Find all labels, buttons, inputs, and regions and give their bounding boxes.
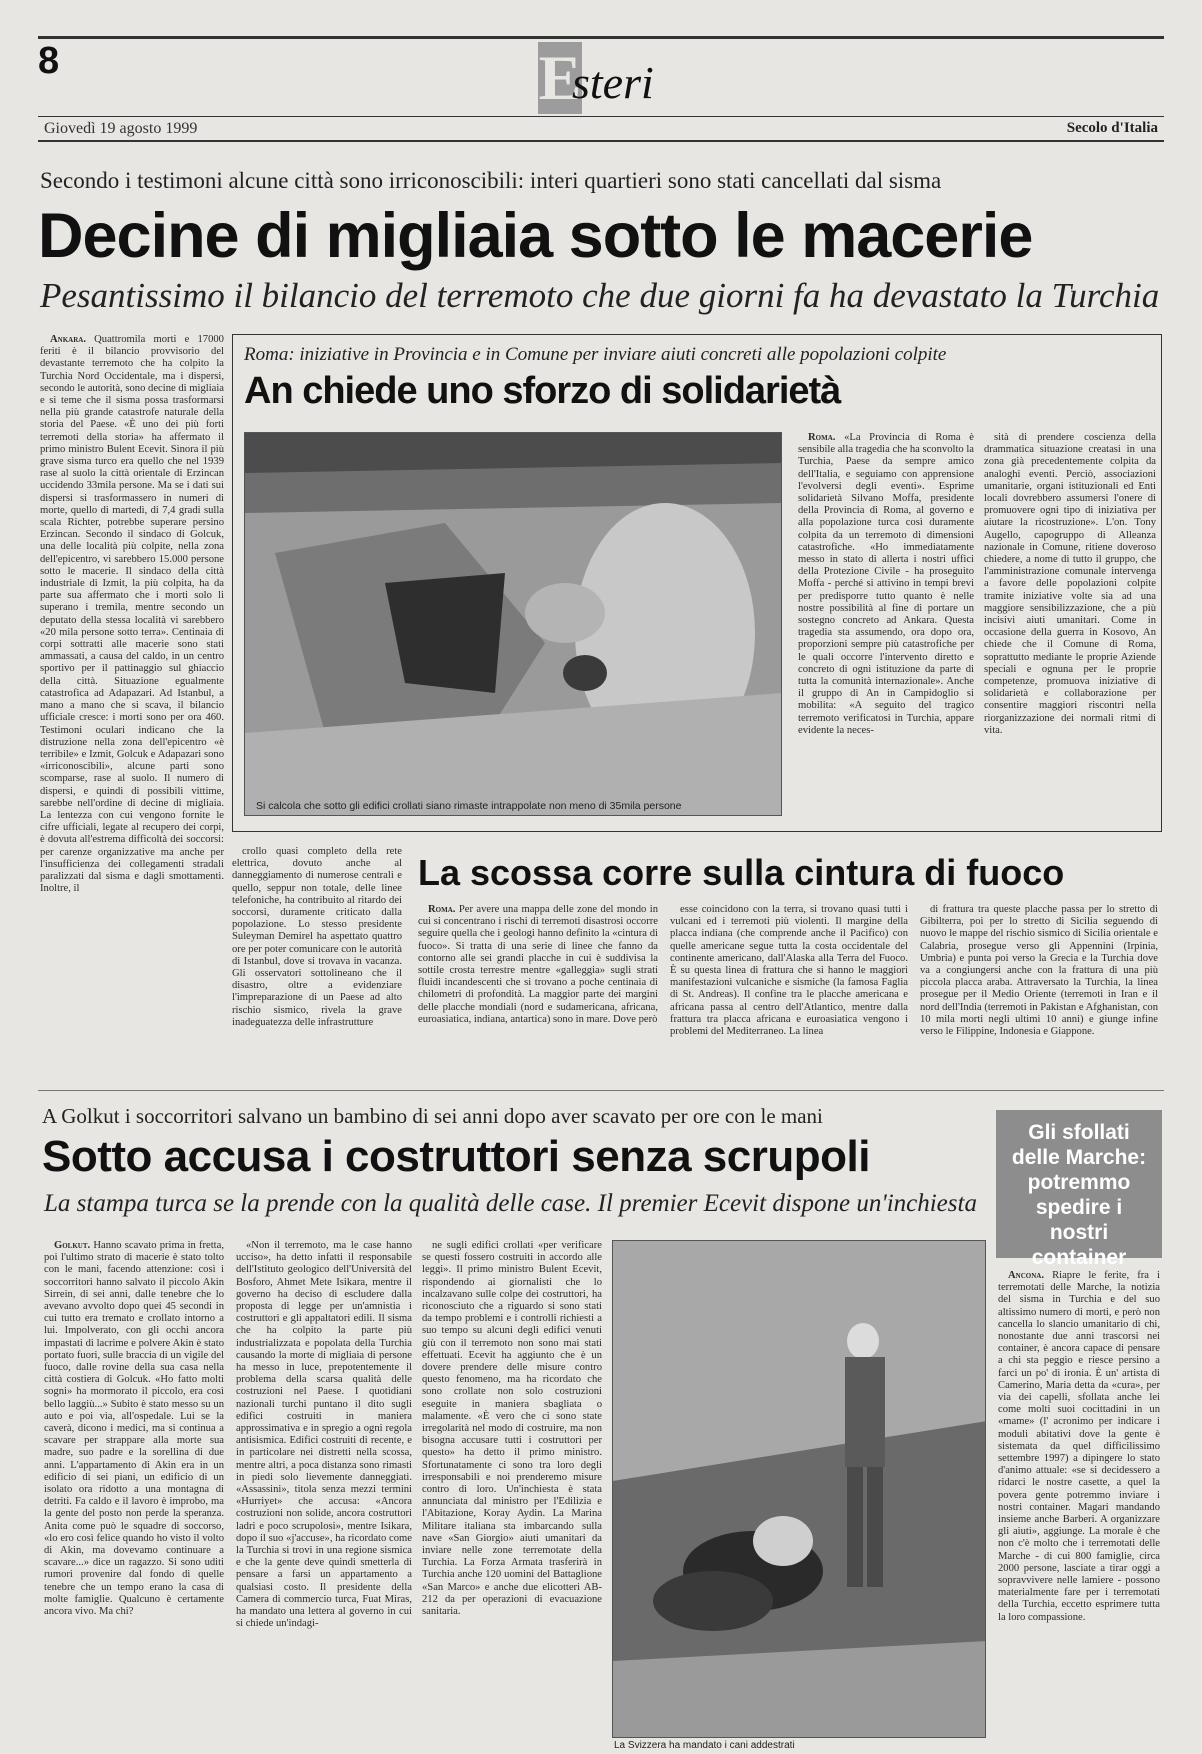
- fire-column-2: [670, 904, 908, 1072]
- rescue-dogs-photo: [612, 1240, 986, 1738]
- header-rule: [38, 116, 1164, 117]
- main-subhead: Pesantissimo il bilancio del terremoto che due giorni fa ha devastato la Turchia: [40, 276, 1160, 315]
- golkut-headline: Sotto accusa i costruttori senza scrupoli: [42, 1132, 870, 1181]
- fire-column-3: [920, 904, 1158, 1072]
- main-column-2-text: crollo quasi completo della rete elettrica, dovuto anche al danneggiamento di numerose centrali e quello, seppur non totale, delle linee telefoniche, ha contribuito al ritardo dei soccorsi, duramente criticato dalla popolazione. Lo stesso presidente Suleyman Demirel ha aspettato quattro ore per poter comunicare con le autorità di Istanbul, dove si trovava in vacanza. Gli osservatori sottolineano che il disastro, oltre a evidenziare l'impreparazione di un Paese ad alto rischio sismico, rivela la grave inadeguatezza delle infrastrutture: [232, 846, 402, 1028]
- paper-name: Secolo d'Italia: [1066, 120, 1158, 136]
- section-name: steri: [572, 57, 654, 108]
- box-dateline: Roma.: [808, 432, 836, 443]
- fire-column-1: [418, 904, 658, 1072]
- golkut-column-1-text: Hanno scavato prima in fretta, poi l'ultimo strato di macerie è stato tolto con le mani, facendo attenzione: così i soccorritori hanno salvato il piccolo Akin Sirrein, di sei anni, dalle tenebre che lo avevano avvolto dopo quei 45 secondi in cui tutto era tremato e crollato intorno a lui. Impolverato, con gli occhi ancora impastati di lacrime e polvere Akin è stato portato fuori, sulle braccia di un vigile del fuoco, dalle rovine della sua casa nella città costiera di Golcuk. «Ho fatto molti sogni» ha mormorato il piccolo, era così bello laggiù...» Subito è stato messo su un auto e poi via, all'ospedale. Lui se la caverà, dicono i medici, ma si continua a scavare per strappare alla morte sua madre, suo padre e la sorellina di due anni. L'appartamento di Akin era in un edificio di sei piani, un edificio di un isolato ora ridotto a una montagna di detriti. Fa caldo e il lavoro è improbo, ma la gente del posto non perde la speranza. Anita come può le squadre di soccorso, «lo ero così felice quando ho visto il volto di Akin, ma dovevamo continuare a scavare...» dice un ragazzo. Si sono uditi rumori provenire dal fondo di quelle tenebre che un tempo erano la casa di molte famiglie. Qualcuno è certamente ancora vivo. Ma chi?: [44, 1240, 224, 1618]
- box-kicker: Roma: iniziative in Provincia e in Comune per inviare aiuti concreti alle popolazioni colpite: [244, 344, 947, 365]
- fire-dateline: Roma.: [428, 904, 456, 915]
- box-column-2: [984, 432, 1156, 824]
- box-headline: An chiede uno sforzo di solidarietà: [244, 370, 841, 412]
- section-logo: [538, 42, 668, 114]
- section-initial: E: [538, 42, 582, 113]
- golkut-column-3: [422, 1240, 602, 1736]
- fire-column-2-text: esse coincidono con la terra, si trovano quasi tutti i vulcani ed i terremoti più violenti. Il margine della placca indiana (che comprende anche il Pacifico) con quelle americane segue tutta la costa occidentale del continente americano, dall'Alaska alla Terra del Fuoco. È su questa linea di frattura che si hanno le maggiori manifestazioni vulcaniche e sismiche (la famosa Faglia di St. Andreas). Il confine tra le placche americana e africana passa al centro dell'Atlantico, mentre dalla frattura tra placca africana e euroasiatica vengono i problemi del Mediterraneo. La linea: [670, 904, 908, 1038]
- box-column-2-text: sità di prendere coscienza della drammatica situazione creatasi in una zona già precedentemente colpita da analoghi eventi. Perciò, associazioni umanitarie, organi istituzionali ed Enti locali dovrebbero assumersi l'onere di promuovere ogni tipo di iniziativa per aiutare la ricostruzione». L'on. Tony Augello, capogruppo di Alleanza nazionale in Comune, ritiene doveroso chiedere, a nome di tutto il gruppo, che l'amministrazione comunale intervenga a favore delle popolazioni colpite tramite iniziative volte sia ad una maggiore sensibilizzazione, che a più incisivi aiuti umanitari. Come in occasione della guerra in Kosovo, An chiede che il Comune di Roma, soprattutto mediante le proprie Aziende speciali e ognuna per le proprie competenze, promuova iniziative di solidarietà e collaborazione per consentire maggiori riscontri nella riorganizzazione dei normali ritmi di vita.: [984, 432, 1156, 736]
- rubble-photo-caption: Si calcola che sotto gli edifici crollati siano rimaste intrappolate non meno di 35mila persone: [256, 800, 682, 812]
- box-column-1: [798, 432, 974, 824]
- sidebar-text: Riapre le ferite, fra i terremotati delle Marche, la notizia del sisma in Turchia e del suo altissimo numero di morti, e però non cancella lo slancio umanitario di chi, nonostante due anni trascorsi nei container, è ancora capace di pensare a chi sta peggio e riesce persino a farci un po' di ironia. È un' artista di Camerino, Maria detta da «cura», per via dei capelli, sfollata anche lei come molti suoi cocittadini in un «mame» (l' acronimo per indicare i moduli abitativi dove la gente è sistemata da quel difficilissimo settembre 1997) a dipingere lo stato d'animo attuale: «se si decidessero a ridarci le nostre casette, a quel la povera gente potremmo inviare i nostri container. Magari mandando insieme anche Barberi. A organizzare gli aiuti», aggiunge. La morale è che non c'è molto che i terremotati delle Marche - di cui 800 famiglie, circa 2000 persone, lasciate a tirar oggi a sopravvivere nelle lamiere - possono materialmente fare per i terremotati della Turchia, eccetto esprimere tutta la loro compassione.: [998, 1270, 1160, 1623]
- rubble-photo-image: [245, 433, 782, 816]
- rescue-dogs-photo-image: [613, 1241, 986, 1738]
- mid-rule: [38, 1090, 1164, 1091]
- main-column-1-text: Quattromila morti e 17000 feriti è il bilancio provvisorio del devastante terremoto che ha colpito la Turchia Nord Occidentale, ma i dispersi, secondo le autorità, sono decine di migliaia e si teme che il sisma possa trasformarsi nella più grande catastrofe naturale della storia del Paese. «È uno dei più forti terremoti della storia» ha affermato il primo ministro Bulent Ecevit. Sinora il più grave sisma turco era quello che nel 1939 rase al suolo la città orientale di Erzincan uccidendo 33mila persone. Ma se i dati sui dispersi si trasformassero in numeri di morte, quello di martedì, di 7,4 gradi sulla scala Richter, potrebbe superare persino Erzincan. Secondo il sindaco di Golcuk, una delle località più colpite, nella zona dell'epicentro, vi sarebbero 15.000 persone sotto le macerie. Il sindaco della città industriale di Izmit, la più colpita, ha da parte sua affermato che i morti solo li superano i tremila, mentre secondo un deputato della stessa località vi sarebbero «20 mila persone sotto terra». Centinaia di corpi sottratti alle macerie sono stati ammassati, a causa del caldo, in un centro sportivo per il pattinaggio sul ghiaccio della città. Situazione egualmente catastrofica ad Adapazari. Ad Istanbul, a mano a mano che si scava, il bilancio ufficiale cresce: i morti sono per ora 460. Testimoni oculari indicano che la distruzione nella zona dell'epicentro «è terribile» e Izmit, Golcuk e Adapazari sono «irriconoscibili», alcune parti sono scomparse, rase al suolo. Il numero di dispersi, e quindi di possibili vittime, sarebbe nell'ordine di decine di migliaia. La lentezza con cui vengono fornite le cifre ufficiali, legate al recupero dei corpi, è dovuta all'estrema difficoltà dei soccorsi: per carenze organizzative ma anche per l'insufficienza dei collegamenti stradali paralizzati dal sisma e dagli smottamenti. Inoltre, il: [40, 334, 224, 895]
- golkut-column-2: [236, 1240, 412, 1736]
- main-kicker: Secondo i testimoni alcune città sono irriconoscibili: interi quartieri sono stati cancellati dal sisma: [40, 168, 942, 193]
- sidebar-title: Gli sfollati delle Marche: potremmo spedire i nostri container: [996, 1110, 1162, 1258]
- box-column-1-text: «La Provincia di Roma è sensibile alla tragedia che ha sconvolto la Turchia, Paese da sempre amico dell'Italia, e seguiamo con apprensione l'evolversi degli eventi». Esprime solidarietà Silvano Moffa, presidente della Provincia di Roma, al governo e alla popolazione turca così duramente colpita da un terremoto di dimensioni catastrofiche. «Ho immediatamente messo in stato di allerta i nostri uffici della Protezione Civile - ha proseguito Moffa - perché si attivino in tempi brevi per predisporre tutto quanto è nelle nostre possibilità al fine di portare un sostegno concreto ad Ankara. Questa tragedia sta assumendo, ora dopo ora, proporzioni sempre più catastrofiche per le quali occorre l'intervento diretto e concreto di ogni istituzione da parte di tutta la comunità internazionale». Anche il gruppo di An in Campidoglio si mobilita: «A seguito del tragico terremoto verificatosi in Turchia, appare evidente la neces-: [798, 432, 974, 736]
- golkut-column-1: [44, 1240, 224, 1736]
- golkut-dateline: Golkut.: [54, 1240, 91, 1251]
- fire-column-3-text: di frattura tra queste placche passa per lo stretto di Gibilterra, poi per lo stretto di Sicilia seguendo di nuovo le mappe del rischio sismico di Sicilia orientale e Calabria, prosegue verso gli Appennini (Irpinia, Umbria) e punta poi verso la Grecia e la Turchia dove va a congiungersi anche con la frattura di una più piccola placca araba. Attraversato la Turchia, la linea prosegue per il Medio Oriente (terremoti in Iran e il nord dell'India (terremoti in Pakistan e Afghanistan, con 10 mila morti negli ultimi 10 anni) e giunge infine verso le Filippine, Indonesia e Giappone.: [920, 904, 1158, 1038]
- date-rule: [38, 140, 1164, 142]
- rubble-photo: [244, 432, 782, 816]
- fire-column-1-text: Per avere una mappa delle zone del mondo in cui si concentrano i rischi di terremoti disastrosi occorre seguire quella che i geologi hanno definito la «cintura di fuoco». Si tratta di una serie di linee che fanno da contorno alle sei grandi placche in cui è suddivisa la sottile crosta terrestre mentre «galleggia» sugli strati fluidi incandescenti che si trovano a poche centinaia di chilometri di profondità. La maggior parte dei margini delle placche mondiali (nord e sudamericana, africana, euroasiatica, indiana, antartica) sono in mare. Dove però: [418, 904, 658, 1025]
- top-rule: [38, 36, 1164, 39]
- golkut-subhead: La stampa turca se la prende con la qualità delle case. Il premier Ecevit dispone un'inchiesta: [44, 1190, 977, 1217]
- issue-date: Giovedì 19 agosto 1999: [44, 120, 198, 137]
- page-number: 8: [38, 40, 60, 82]
- golkut-column-2-text: «Non il terremoto, ma le case hanno ucciso», ha detto infatti il responsabile dell'Istituto geologico dell'Università del Bosforo, Ahmet Mete Isikara, mentre il governo ha deciso di escludere dalla proposta di legge per un'amnistia i costruttori e gli appaltatori edili. Il sisma che ha colpito la parte più industrializzata e popolata della Turchia causando la morte di migliaia di persone ha messo in luce, prepotentemente il problema della scarsa qualità delle costruzioni nel Paese. I quotidiani nazionali turchi puntano il dito sugli edifici costruiti in maniera approssimativa e in spregio a ogni regola antisismica. Edifici costruiti di recente, e in particolare nei distretti nella scossa, mentre altri, a poca distanza sono rimasti in piedi solo lievemente danneggiati. «Assassini», titola senza mezzi termini «Hurriyet» che accusa: «Ancora costruzioni non solide, ancora costruttori ladri e poco scrupolosi», mentre Isikara, dopo il suo «j'accuse», ha ricordato come la Turchia si trovi in una regione sismica e che la gente deve quindi smetterla di pensare a farsi un appartamento a qualsiasi costo. Il presidente della Camera di commercio turca, Fuat Miras, ha mandato una lettera al governo in cui si chiede un'indagi-: [236, 1240, 412, 1630]
- golkut-kicker: A Golkut i soccorritori salvano un bambino di sei anni dopo aver scavato per ore con le mani: [42, 1104, 823, 1128]
- golkut-column-3-text: ne sugli edifici crollati «per verificare se questi fossero costruiti in accordo alle leggi». Il primo ministro Bulent Ecevit, rispondendo ai giornalisti che lo incalzavano sulle colpe dei costruttori, ha riconosciuto che a riguardo si sono stati da tempo problemi e i controlli richiesti a suo tempo su alcuni degli edifici venuti giù con il terremoto non sono mai stati effettuati. Ecevit ha aggiunto che è un dovere prendere delle misure contro questo fenomeno, ma ha ricordato che sono crollate non solo costruzioni eseguite in maniera sbagliata o malamente. «È vero che ci sono state irregolarità nel modo di costruire, ma non bisogna accusare tutti i costruttori per questo» ha detto il primo ministro. Sfortunatamente ci sono tra loro degli irresponsabili e noi prenderemo misure contro di loro. Un'inchiesta è stata annunciata dal ministro per l'Edilizia e l'Abitazione, Koray Aydin. La Marina Militare italiana sta imbarcando sulla nave «San Giorgio» aiuti umanitari da inviare nelle zone terremotate della Turchia. La Forza Armata trasferirà in Turchia anche 120 uomini del Battaglione «San Marco» e anche due elicotteri AB-212 da per operazioni di evacuazione sanitaria.: [422, 1240, 602, 1618]
- main-column-1: [40, 334, 224, 1072]
- fire-headline: La scossa corre sulla cintura di fuoco: [418, 852, 1065, 893]
- main-headline: Decine di migliaia sotto le macerie: [38, 201, 1033, 271]
- main-dateline: Ankara.: [50, 334, 86, 345]
- sidebar-column: [998, 1270, 1160, 1744]
- sidebar-dateline: Ancona.: [1008, 1270, 1044, 1281]
- rescue-dogs-caption: La Svizzera ha mandato i cani addestrati: [614, 1740, 795, 1751]
- main-column-2: [232, 846, 402, 1072]
